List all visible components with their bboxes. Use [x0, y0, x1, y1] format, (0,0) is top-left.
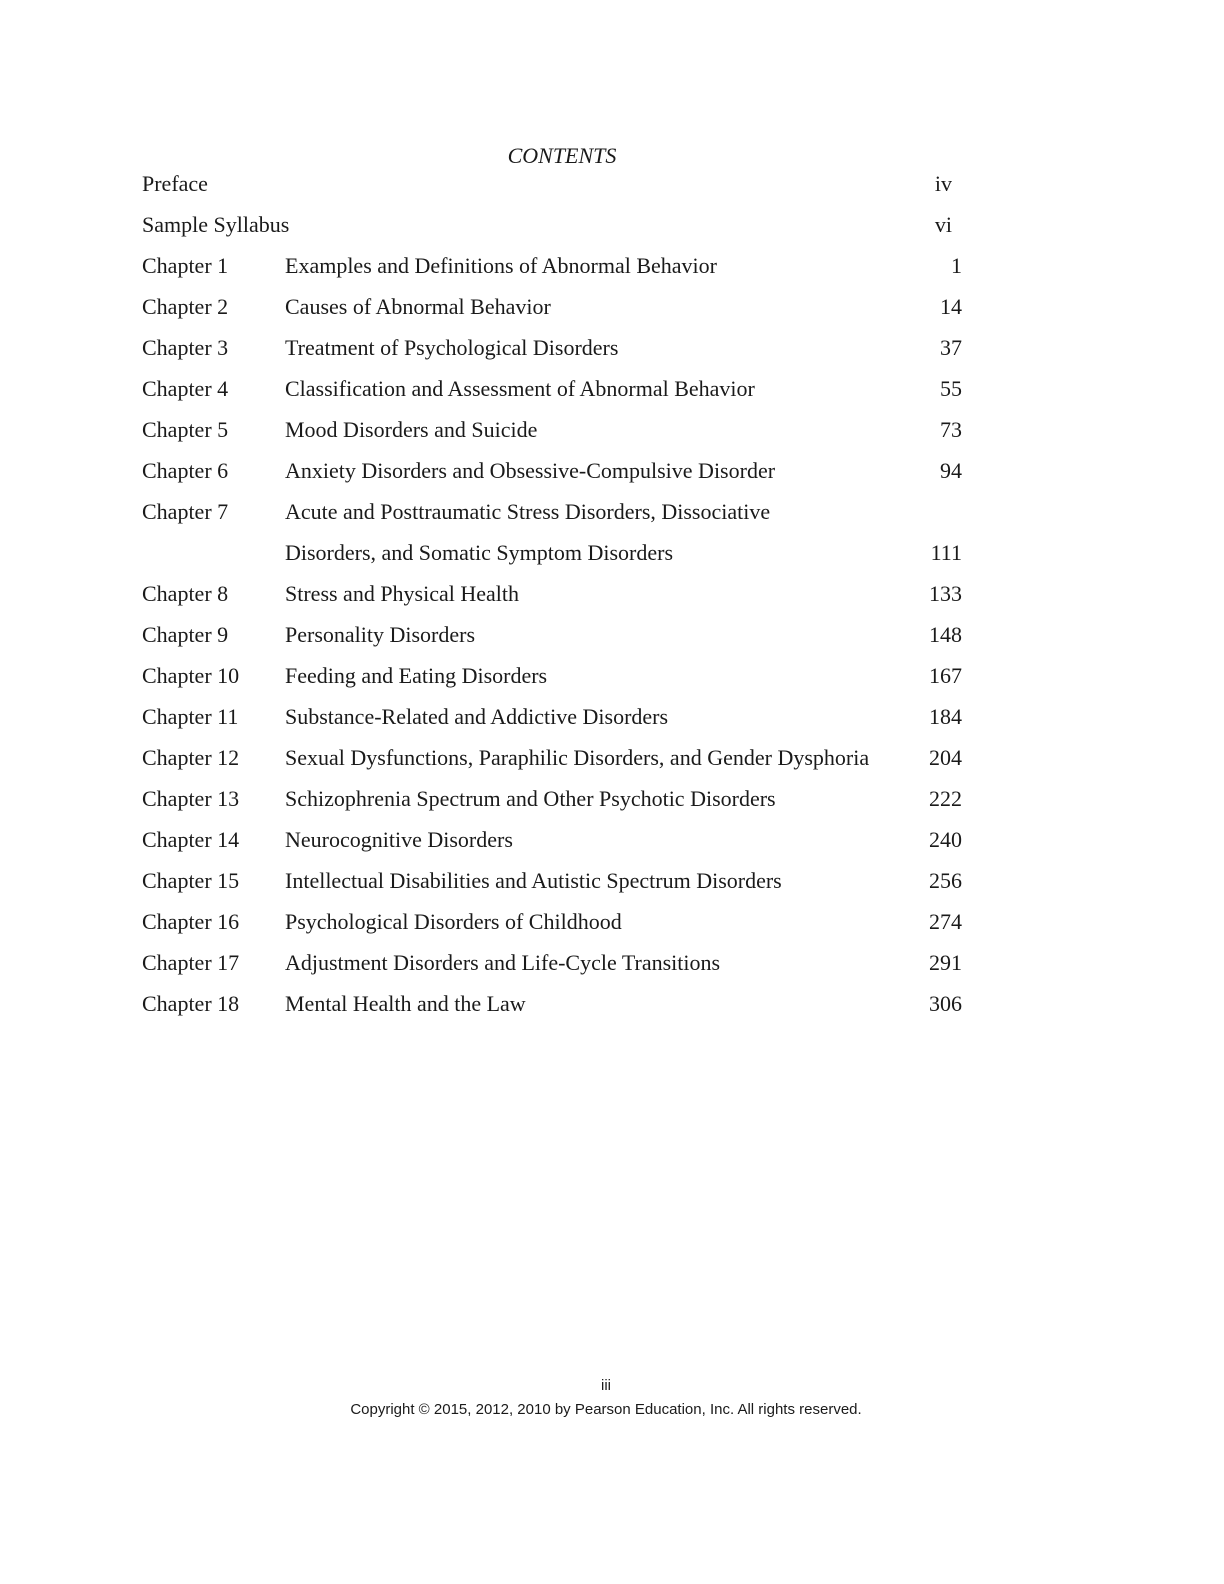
toc-row-chapter-11[interactable]: [142, 703, 962, 744]
toc-chapter-title: Substance-Related and Addictive Disorders: [285, 704, 669, 729]
toc-page-number: 14: [940, 294, 962, 319]
toc-row-chapter-9[interactable]: [142, 621, 962, 662]
table-of-contents: [142, 170, 962, 1031]
toc-row-chapter-3[interactable]: [142, 334, 962, 375]
toc-chapter-label: Chapter 2: [142, 294, 229, 319]
toc-row-chapter-7-continued[interactable]: [142, 539, 962, 580]
toc-page-number: 73: [940, 417, 962, 442]
toc-row-chapter-8[interactable]: [142, 580, 962, 621]
toc-row-chapter-2[interactable]: [142, 293, 962, 334]
toc-chapter-label: Chapter 10: [142, 663, 240, 688]
toc-chapter-label: Chapter 5: [142, 417, 229, 442]
toc-chapter-title: Mood Disorders and Suicide: [285, 417, 538, 442]
toc-row-sample-syllabus[interactable]: [142, 211, 962, 252]
toc-chapter-title: Causes of Abnormal Behavior: [285, 294, 551, 319]
toc-row-chapter-18[interactable]: [142, 990, 962, 1031]
toc-chapter-title-continued: Disorders, and Somatic Symptom Disorders: [285, 540, 674, 565]
toc-page-number: 256: [929, 868, 962, 893]
toc-chapter-title: Classification and Assessment of Abnormal Behavior: [285, 376, 755, 401]
toc-chapter-label: Chapter 6: [142, 458, 229, 483]
toc-page-number: 133: [929, 581, 962, 606]
toc-page-number: vi: [934, 212, 952, 237]
toc-chapter-label: Chapter 15: [142, 868, 240, 893]
toc-page-number: 94: [940, 458, 962, 483]
toc-page-number: 204: [929, 745, 962, 770]
toc-page-number: 222: [929, 786, 962, 811]
toc-row-chapter-15[interactable]: [142, 867, 962, 908]
toc-chapter-title: Intellectual Disabilities and Autistic Spectrum Disorders: [285, 868, 782, 893]
toc-chapter-label: Chapter 9: [142, 622, 229, 647]
toc-chapter-label: Chapter 13: [142, 786, 240, 811]
toc-chapter-title: Psychological Disorders of Childhood: [285, 909, 622, 934]
toc-page-number: 240: [929, 827, 962, 852]
toc-row-chapter-14[interactable]: [142, 826, 962, 867]
toc-chapter-label: Chapter 4: [142, 376, 229, 401]
toc-page-number: 306: [929, 991, 962, 1016]
toc-row-chapter-13[interactable]: [142, 785, 962, 826]
toc-page-number: iv: [934, 171, 952, 196]
toc-row-chapter-1[interactable]: [142, 252, 962, 293]
toc-label: Preface: [142, 171, 208, 196]
toc-chapter-title: Sexual Dysfunctions, Paraphilic Disorders, and Gender Dysphoria: [285, 745, 870, 770]
footer-copyright: Copyright © 2015, 2012, 2010 by Pearson Education, Inc. All rights reserved.: [350, 1401, 862, 1418]
toc-chapter-label: Chapter 7: [142, 499, 229, 524]
toc-row-chapter-12[interactable]: [142, 744, 962, 785]
footer-page-number: iii: [601, 1377, 611, 1394]
toc-chapter-label: Chapter 3: [142, 335, 229, 360]
toc-page-number: 111: [930, 540, 962, 565]
toc-chapter-title: Examples and Definitions of Abnormal Behavior: [285, 253, 717, 278]
toc-chapter-label: Chapter 11: [142, 704, 239, 729]
toc-chapter-title: Acute and Posttraumatic Stress Disorders, Dissociative: [285, 499, 771, 524]
toc-chapter-title: Schizophrenia Spectrum and Other Psychotic Disorders: [285, 786, 776, 811]
toc-chapter-title: Feeding and Eating Disorders: [285, 663, 548, 688]
toc-chapter-title: Anxiety Disorders and Obsessive-Compulsive Disorder: [285, 458, 776, 483]
toc-chapter-title: Personality Disorders: [285, 622, 476, 647]
toc-row-chapter-17[interactable]: [142, 949, 962, 990]
toc-page-number: 1: [951, 253, 962, 278]
toc-chapter-label: Chapter 14: [142, 827, 240, 852]
toc-chapter-title: Stress and Physical Health: [285, 581, 520, 606]
toc-chapter-title: Neurocognitive Disorders: [285, 827, 513, 852]
toc-row-chapter-4[interactable]: [142, 375, 962, 416]
toc-chapter-label: Chapter 16: [142, 909, 240, 934]
toc-row-chapter-6[interactable]: [142, 457, 962, 498]
toc-chapter-label: Chapter 17: [142, 950, 240, 975]
toc-chapter-title: Adjustment Disorders and Life-Cycle Transitions: [285, 950, 721, 975]
toc-row-chapter-7[interactable]: [142, 498, 962, 539]
toc-page-number: 148: [929, 622, 962, 647]
toc-page-number: 184: [929, 704, 962, 729]
toc-label: Sample Syllabus: [142, 212, 290, 237]
toc-row-chapter-10[interactable]: [142, 662, 962, 703]
contents-heading: CONTENTS: [507, 143, 617, 168]
toc-chapter-label: Chapter 8: [142, 581, 229, 606]
toc-page-number: 274: [929, 909, 962, 934]
toc-chapter-title: Treatment of Psychological Disorders: [285, 335, 619, 360]
toc-chapter-label: Chapter 18: [142, 991, 240, 1016]
toc-chapter-title: Mental Health and the Law: [285, 991, 526, 1016]
toc-chapter-label: Chapter 12: [142, 745, 240, 770]
toc-chapter-label: Chapter 1: [142, 253, 229, 278]
toc-page-number: 291: [929, 950, 962, 975]
toc-row-preface[interactable]: [142, 170, 962, 211]
toc-page-number: 37: [940, 335, 962, 360]
toc-row-chapter-5[interactable]: [142, 416, 962, 457]
toc-row-chapter-16[interactable]: [142, 908, 962, 949]
toc-page-number: 55: [940, 376, 962, 401]
toc-page-number: 167: [929, 663, 962, 688]
